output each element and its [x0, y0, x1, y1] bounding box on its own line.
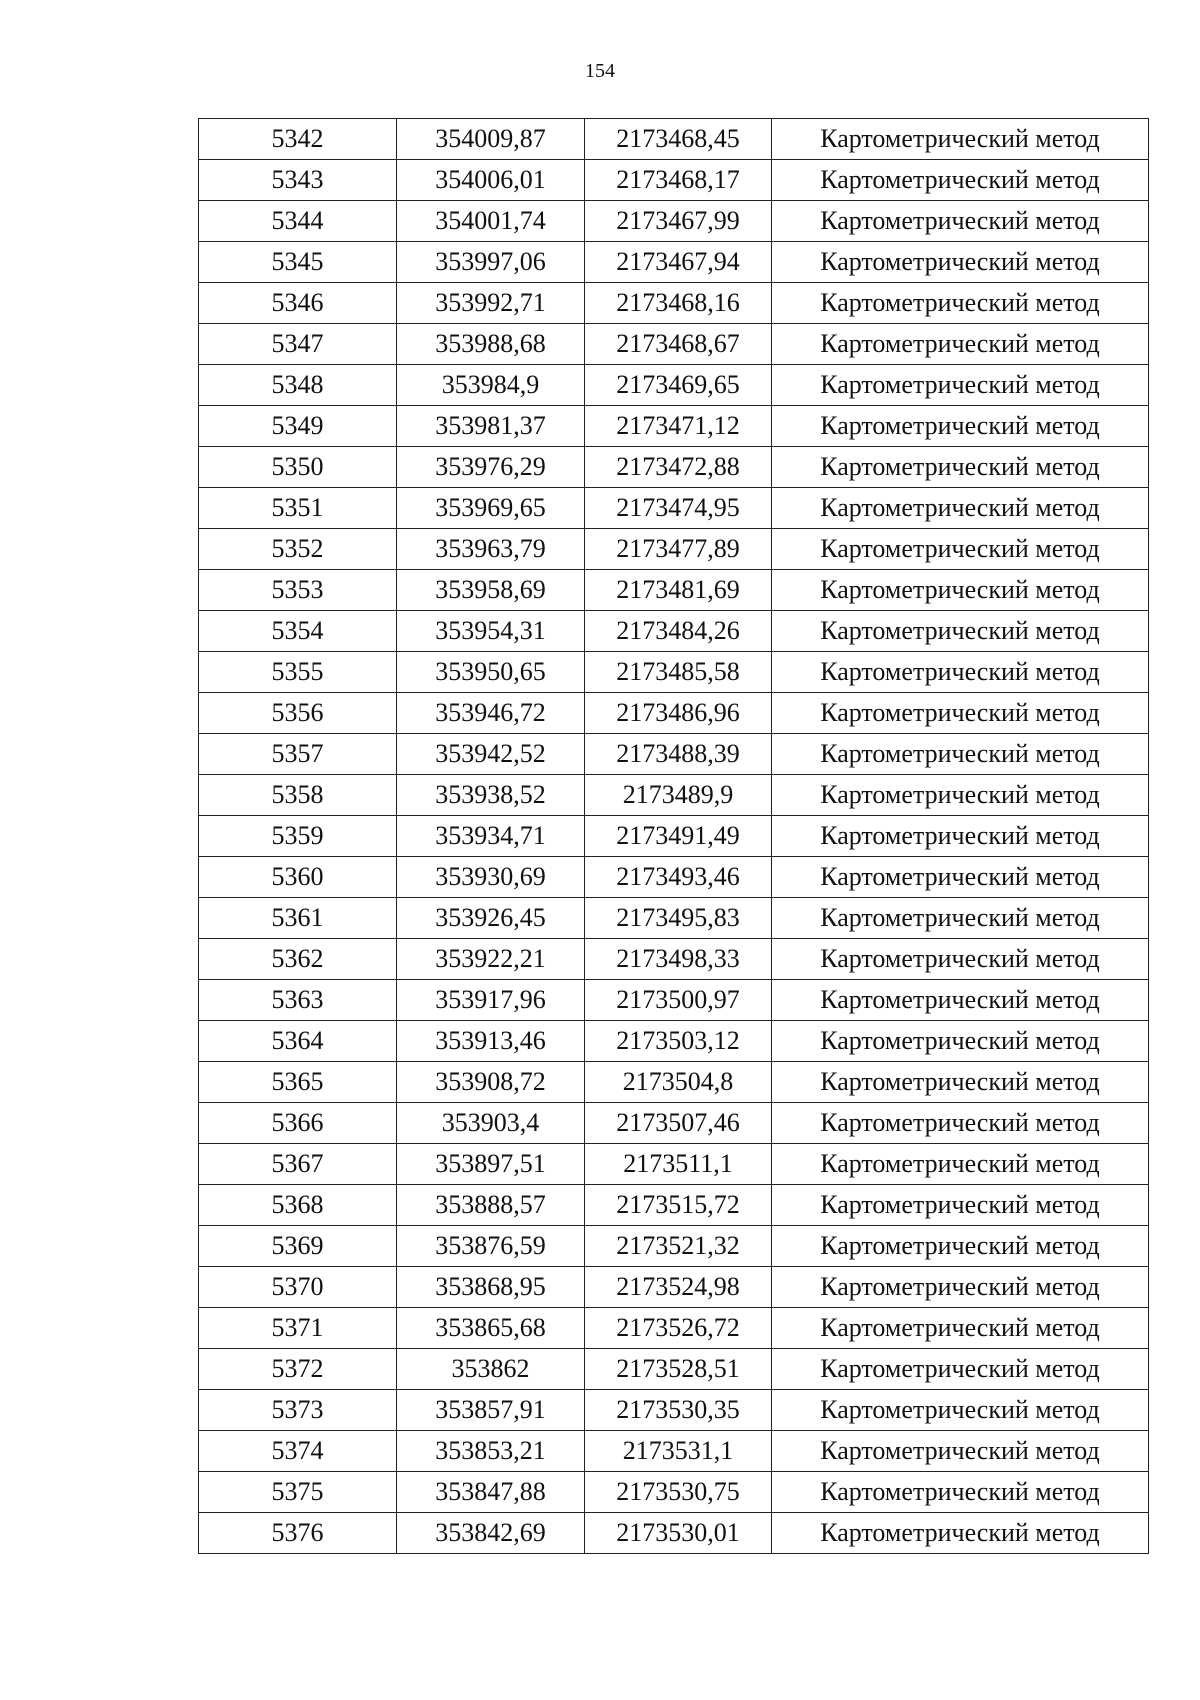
- x-coordinate-cell: 353847,88: [397, 1472, 585, 1513]
- method-cell: Картометрический метод: [772, 1062, 1149, 1103]
- coordinates-table: [198, 118, 1149, 1554]
- point-number-cell: 5342: [199, 119, 397, 160]
- table-row: [199, 529, 1149, 570]
- method-cell: Картометрический метод: [772, 242, 1149, 283]
- y-coordinate-cell: 2173515,72: [585, 1185, 772, 1226]
- point-number-cell: 5364: [199, 1021, 397, 1062]
- y-coordinate-cell: 2173472,88: [585, 447, 772, 488]
- table-row: [199, 611, 1149, 652]
- table-row: [199, 242, 1149, 283]
- x-coordinate-cell: 353981,37: [397, 406, 585, 447]
- method-cell: Картометрический метод: [772, 447, 1149, 488]
- point-number-cell: 5357: [199, 734, 397, 775]
- x-coordinate-cell: 353942,52: [397, 734, 585, 775]
- table-row: [199, 406, 1149, 447]
- x-coordinate-cell: 353922,21: [397, 939, 585, 980]
- y-coordinate-cell: 2173467,94: [585, 242, 772, 283]
- x-coordinate-cell: 353913,46: [397, 1021, 585, 1062]
- table-row: [199, 1472, 1149, 1513]
- method-cell: Картометрический метод: [772, 898, 1149, 939]
- method-cell: Картометрический метод: [772, 652, 1149, 693]
- point-number-cell: 5349: [199, 406, 397, 447]
- table-row: [199, 980, 1149, 1021]
- method-cell: Картометрический метод: [772, 1308, 1149, 1349]
- point-number-cell: 5375: [199, 1472, 397, 1513]
- y-coordinate-cell: 2173493,46: [585, 857, 772, 898]
- point-number-cell: 5345: [199, 242, 397, 283]
- y-coordinate-cell: 2173528,51: [585, 1349, 772, 1390]
- x-coordinate-cell: 353862: [397, 1349, 585, 1390]
- table-row: [199, 734, 1149, 775]
- table-row: [199, 693, 1149, 734]
- y-coordinate-cell: 2173489,9: [585, 775, 772, 816]
- point-number-cell: 5362: [199, 939, 397, 980]
- method-cell: Картометрический метод: [772, 488, 1149, 529]
- point-number-cell: 5354: [199, 611, 397, 652]
- table-row: [199, 939, 1149, 980]
- x-coordinate-cell: 353842,69: [397, 1513, 585, 1554]
- point-number-cell: 5371: [199, 1308, 397, 1349]
- point-number-cell: 5363: [199, 980, 397, 1021]
- y-coordinate-cell: 2173530,75: [585, 1472, 772, 1513]
- y-coordinate-cell: 2173503,12: [585, 1021, 772, 1062]
- y-coordinate-cell: 2173468,67: [585, 324, 772, 365]
- point-number-cell: 5358: [199, 775, 397, 816]
- x-coordinate-cell: 353903,4: [397, 1103, 585, 1144]
- method-cell: Картометрический метод: [772, 775, 1149, 816]
- method-cell: Картометрический метод: [772, 857, 1149, 898]
- coordinates-table-body: [199, 119, 1149, 1554]
- y-coordinate-cell: 2173526,72: [585, 1308, 772, 1349]
- table-row: [199, 1390, 1149, 1431]
- point-number-cell: 5355: [199, 652, 397, 693]
- y-coordinate-cell: 2173530,35: [585, 1390, 772, 1431]
- method-cell: Картометрический метод: [772, 1267, 1149, 1308]
- x-coordinate-cell: 353938,52: [397, 775, 585, 816]
- point-number-cell: 5361: [199, 898, 397, 939]
- point-number-cell: 5353: [199, 570, 397, 611]
- point-number-cell: 5343: [199, 160, 397, 201]
- method-cell: Картометрический метод: [772, 201, 1149, 242]
- x-coordinate-cell: 353969,65: [397, 488, 585, 529]
- x-coordinate-cell: 353954,31: [397, 611, 585, 652]
- y-coordinate-cell: 2173531,1: [585, 1431, 772, 1472]
- table-row: [199, 816, 1149, 857]
- method-cell: Картометрический метод: [772, 365, 1149, 406]
- y-coordinate-cell: 2173467,99: [585, 201, 772, 242]
- y-coordinate-cell: 2173468,17: [585, 160, 772, 201]
- table-row: [199, 1226, 1149, 1267]
- y-coordinate-cell: 2173530,01: [585, 1513, 772, 1554]
- point-number-cell: 5367: [199, 1144, 397, 1185]
- x-coordinate-cell: 353888,57: [397, 1185, 585, 1226]
- y-coordinate-cell: 2173484,26: [585, 611, 772, 652]
- point-number-cell: 5366: [199, 1103, 397, 1144]
- method-cell: Картометрический метод: [772, 816, 1149, 857]
- table-row: [199, 1144, 1149, 1185]
- point-number-cell: 5344: [199, 201, 397, 242]
- x-coordinate-cell: 353976,29: [397, 447, 585, 488]
- point-number-cell: 5370: [199, 1267, 397, 1308]
- point-number-cell: 5350: [199, 447, 397, 488]
- table-row: [199, 857, 1149, 898]
- table-row: [199, 119, 1149, 160]
- x-coordinate-cell: 353958,69: [397, 570, 585, 611]
- x-coordinate-cell: 353988,68: [397, 324, 585, 365]
- table-row: [199, 570, 1149, 611]
- y-coordinate-cell: 2173486,96: [585, 693, 772, 734]
- x-coordinate-cell: 353963,79: [397, 529, 585, 570]
- point-number-cell: 5359: [199, 816, 397, 857]
- table-row: [199, 201, 1149, 242]
- x-coordinate-cell: 353908,72: [397, 1062, 585, 1103]
- x-coordinate-cell: 353992,71: [397, 283, 585, 324]
- x-coordinate-cell: 353946,72: [397, 693, 585, 734]
- table-row: [199, 1021, 1149, 1062]
- x-coordinate-cell: 353930,69: [397, 857, 585, 898]
- method-cell: Картометрический метод: [772, 283, 1149, 324]
- point-number-cell: 5373: [199, 1390, 397, 1431]
- y-coordinate-cell: 2173500,97: [585, 980, 772, 1021]
- method-cell: Картометрический метод: [772, 529, 1149, 570]
- table-row: [199, 283, 1149, 324]
- y-coordinate-cell: 2173488,39: [585, 734, 772, 775]
- table-row: [199, 1062, 1149, 1103]
- method-cell: Картометрический метод: [772, 980, 1149, 1021]
- method-cell: Картометрический метод: [772, 1103, 1149, 1144]
- x-coordinate-cell: 353984,9: [397, 365, 585, 406]
- table-row: [199, 1308, 1149, 1349]
- y-coordinate-cell: 2173498,33: [585, 939, 772, 980]
- table-row: [199, 898, 1149, 939]
- y-coordinate-cell: 2173511,1: [585, 1144, 772, 1185]
- method-cell: Картометрический метод: [772, 1185, 1149, 1226]
- table-row: [199, 1185, 1149, 1226]
- table-row: [199, 775, 1149, 816]
- x-coordinate-cell: 353997,06: [397, 242, 585, 283]
- y-coordinate-cell: 2173474,95: [585, 488, 772, 529]
- x-coordinate-cell: 354009,87: [397, 119, 585, 160]
- method-cell: Картометрический метод: [772, 1390, 1149, 1431]
- x-coordinate-cell: 353926,45: [397, 898, 585, 939]
- table-row: [199, 1431, 1149, 1472]
- y-coordinate-cell: 2173468,16: [585, 283, 772, 324]
- x-coordinate-cell: 353897,51: [397, 1144, 585, 1185]
- page-number: 154: [585, 60, 615, 82]
- y-coordinate-cell: 2173495,83: [585, 898, 772, 939]
- y-coordinate-cell: 2173485,58: [585, 652, 772, 693]
- x-coordinate-cell: 353868,95: [397, 1267, 585, 1308]
- y-coordinate-cell: 2173469,65: [585, 365, 772, 406]
- y-coordinate-cell: 2173468,45: [585, 119, 772, 160]
- y-coordinate-cell: 2173471,12: [585, 406, 772, 447]
- table-row: [199, 447, 1149, 488]
- point-number-cell: 5360: [199, 857, 397, 898]
- method-cell: Картометрический метод: [772, 1513, 1149, 1554]
- point-number-cell: 5368: [199, 1185, 397, 1226]
- method-cell: Картометрический метод: [772, 693, 1149, 734]
- x-coordinate-cell: 354001,74: [397, 201, 585, 242]
- table-row: [199, 160, 1149, 201]
- table-row: [199, 1267, 1149, 1308]
- point-number-cell: 5347: [199, 324, 397, 365]
- y-coordinate-cell: 2173491,49: [585, 816, 772, 857]
- table-row: [199, 652, 1149, 693]
- x-coordinate-cell: 353853,21: [397, 1431, 585, 1472]
- method-cell: Картометрический метод: [772, 119, 1149, 160]
- x-coordinate-cell: 353865,68: [397, 1308, 585, 1349]
- x-coordinate-cell: 353934,71: [397, 816, 585, 857]
- method-cell: Картометрический метод: [772, 734, 1149, 775]
- x-coordinate-cell: 353876,59: [397, 1226, 585, 1267]
- y-coordinate-cell: 2173477,89: [585, 529, 772, 570]
- point-number-cell: 5376: [199, 1513, 397, 1554]
- method-cell: Картометрический метод: [772, 1021, 1149, 1062]
- point-number-cell: 5348: [199, 365, 397, 406]
- table-row: [199, 1103, 1149, 1144]
- point-number-cell: 5346: [199, 283, 397, 324]
- method-cell: Картометрический метод: [772, 570, 1149, 611]
- table-row: [199, 1349, 1149, 1390]
- y-coordinate-cell: 2173481,69: [585, 570, 772, 611]
- method-cell: Картометрический метод: [772, 1226, 1149, 1267]
- method-cell: Картометрический метод: [772, 160, 1149, 201]
- x-coordinate-cell: 353857,91: [397, 1390, 585, 1431]
- method-cell: Картометрический метод: [772, 324, 1149, 365]
- table-row: [199, 365, 1149, 406]
- x-coordinate-cell: 353917,96: [397, 980, 585, 1021]
- point-number-cell: 5374: [199, 1431, 397, 1472]
- method-cell: Картометрический метод: [772, 1349, 1149, 1390]
- y-coordinate-cell: 2173507,46: [585, 1103, 772, 1144]
- y-coordinate-cell: 2173521,32: [585, 1226, 772, 1267]
- point-number-cell: 5365: [199, 1062, 397, 1103]
- y-coordinate-cell: 2173524,98: [585, 1267, 772, 1308]
- method-cell: Картометрический метод: [772, 1472, 1149, 1513]
- point-number-cell: 5352: [199, 529, 397, 570]
- y-coordinate-cell: 2173504,8: [585, 1062, 772, 1103]
- x-coordinate-cell: 353950,65: [397, 652, 585, 693]
- method-cell: Картометрический метод: [772, 611, 1149, 652]
- x-coordinate-cell: 354006,01: [397, 160, 585, 201]
- table-row: [199, 1513, 1149, 1554]
- point-number-cell: 5369: [199, 1226, 397, 1267]
- method-cell: Картометрический метод: [772, 406, 1149, 447]
- point-number-cell: 5372: [199, 1349, 397, 1390]
- point-number-cell: 5351: [199, 488, 397, 529]
- method-cell: Картометрический метод: [772, 939, 1149, 980]
- table-row: [199, 324, 1149, 365]
- method-cell: Картометрический метод: [772, 1431, 1149, 1472]
- point-number-cell: 5356: [199, 693, 397, 734]
- table-row: [199, 488, 1149, 529]
- method-cell: Картометрический метод: [772, 1144, 1149, 1185]
